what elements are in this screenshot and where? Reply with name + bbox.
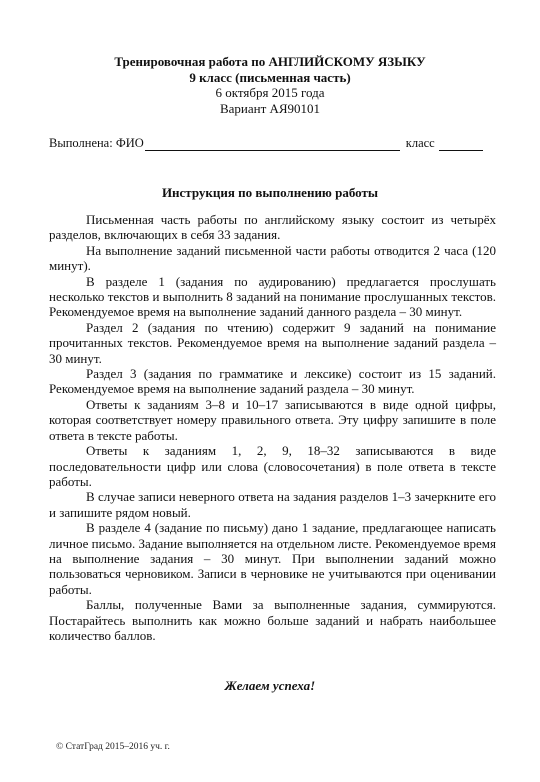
header-variant: Вариант АЯ90101 (219, 100, 321, 116)
header-date: 6 октября 2015 года (215, 85, 325, 100)
paragraph: В случае записи неверного ответа на задания разделов 1–3 зачеркните его и запишите рядом новый. (49, 489, 496, 520)
fio-blank (145, 138, 400, 151)
paragraph: В разделе 4 (задание по письму) дано 1 задание, предлагающее написать личное письмо. Задание выполняется на отдельном листе. Рекомендуемое время на выполнение задания – 30 минут. При выполнении заданий можно пользоваться черновиком. Записи в черновике не учитываются при оценивании работы. (49, 520, 496, 597)
class-label: класс (405, 136, 435, 150)
header-grade: 9 класс (письменная часть) (189, 69, 351, 85)
paragraph: Раздел 2 (задания по чтению) содержит 9 заданий на понимание прочитанных текстов. Рекомендуемое время на выполнение заданий раздела – 30 минут. (49, 319, 496, 366)
paragraph: Ответы к заданиям 1, 2, 9, 18–32 записываются в виде последовательности цифр или слова (словосочетания) в поле ответа в тексте работы. (49, 443, 496, 489)
class-blank (439, 138, 483, 151)
document-header (0, 54, 540, 116)
fio-label: Выполнена: ФИО (49, 136, 144, 150)
paragraph: На выполнение заданий письменной части работы отводится 2 часа (120 минут). (49, 242, 496, 274)
instructions-body (49, 212, 496, 643)
good-luck-text: Желаем успеха! (224, 678, 316, 693)
paragraph: Письменная часть работы по английскому языку состоит из четырёх разделов, включающих в себя 33 задания. (49, 212, 496, 243)
copyright-footer: © СтатГрад 2015–2016 уч. г. (56, 742, 170, 752)
paragraph: Баллы, полученные Вами за выполненные задания, суммируются. Постарайтесь выполнить как можно больше заданий и набрать наибольшее количество баллов. (49, 597, 496, 643)
fio-row (49, 136, 489, 151)
header-title: Тренировочная работа по АНГЛИЙСКОМУ ЯЗЫКУ (114, 54, 426, 69)
paragraph: Ответы к заданиям 3–8 и 10–17 записываются в виде одной цифры, которая соответствует номеру правильного ответа. Эту цифру запишите в поле ответа в тексте работы. (49, 396, 496, 443)
paragraph: В разделе 1 (задания по аудированию) предлагается прослушать несколько текстов и выполнить 8 заданий на понимание прослушанных текстов. Рекомендуемое время на выполнение заданий данного раздела – 30 минут. (49, 273, 496, 320)
instructions-title: Инструкция по выполнению работы (161, 185, 379, 200)
paragraph: Раздел 3 (задания по грамматике и лексике) состоит из 15 заданий. Рекомендуемое время на выполнение заданий раздела – 30 минут. (49, 366, 496, 397)
